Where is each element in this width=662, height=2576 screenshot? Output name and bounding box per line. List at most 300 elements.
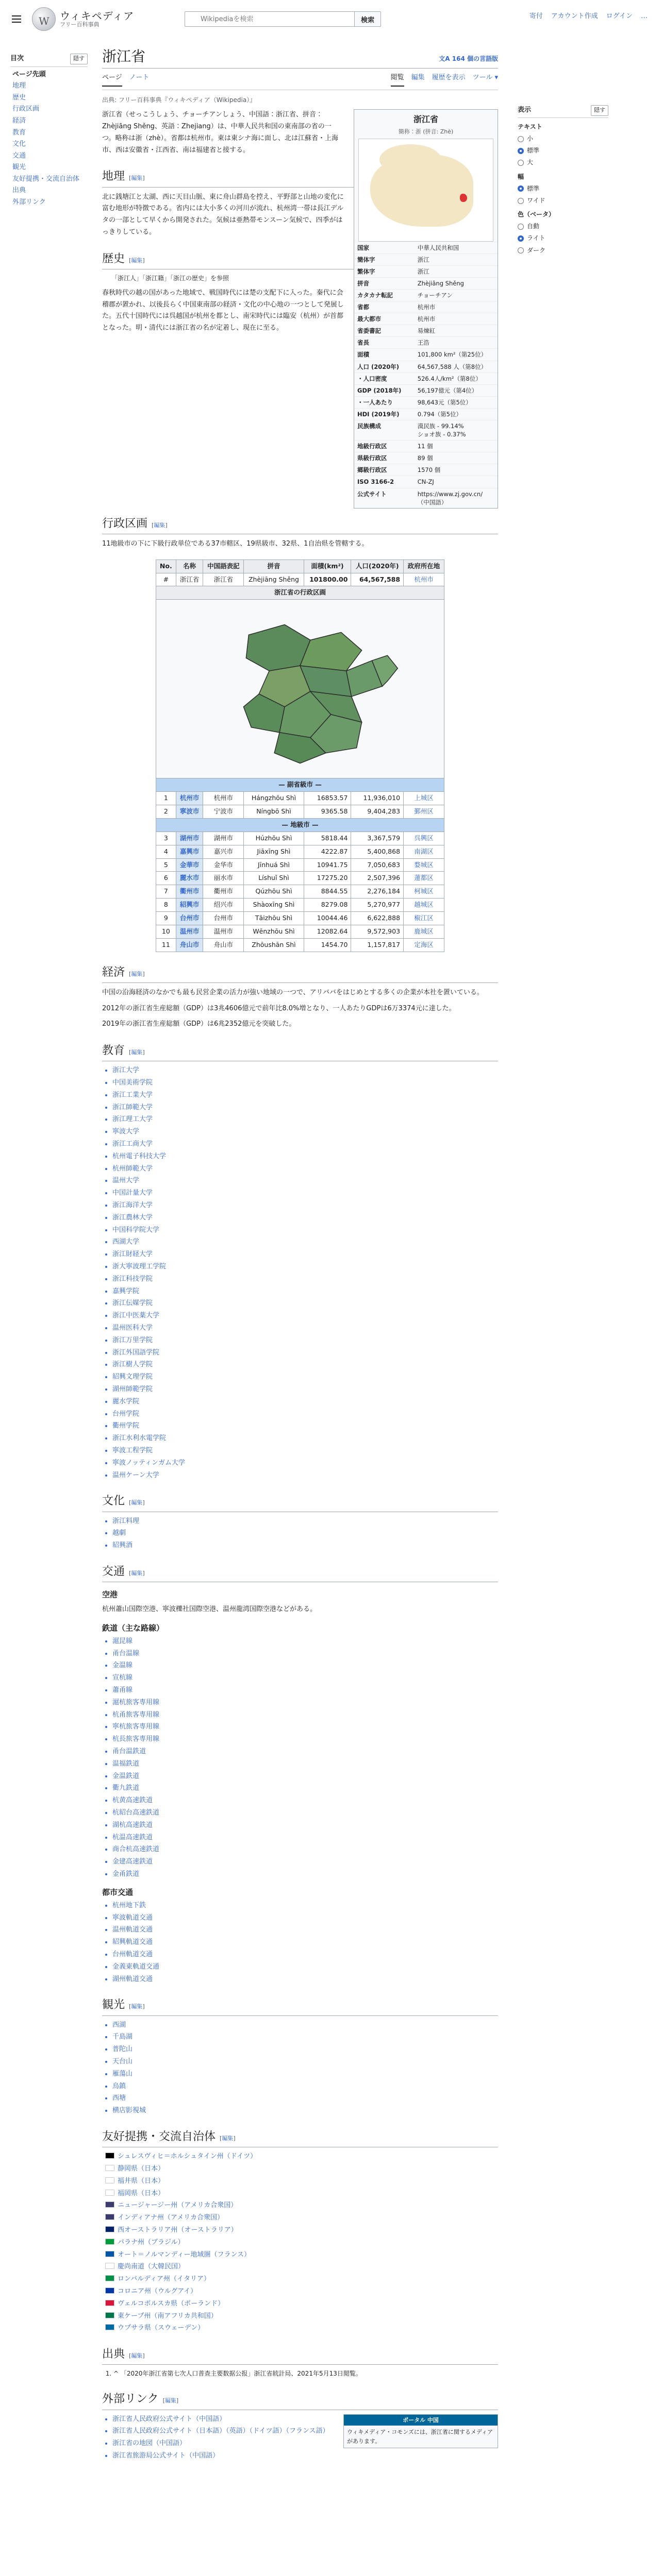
table-cell[interactable]: 定海区 bbox=[404, 938, 444, 952]
flag-icon bbox=[105, 2275, 114, 2281]
table-cell[interactable]: 台州市 bbox=[176, 912, 203, 925]
table-cell: Zhèjiāng Shěng bbox=[244, 573, 304, 586]
text-size-option[interactable] bbox=[518, 158, 608, 167]
table-cell[interactable]: 紹興市 bbox=[176, 899, 203, 912]
radio-icon[interactable] bbox=[518, 247, 524, 253]
university-link[interactable]: • 中国計量大学 bbox=[112, 1188, 498, 1199]
section-education: 教育 [編集] bbox=[102, 1042, 498, 1061]
table-cell: Níngbō Shì bbox=[244, 805, 304, 819]
university-link[interactable]: • 浙江伝媒学院 bbox=[112, 1298, 498, 1309]
infobox-row bbox=[354, 440, 498, 452]
width-option[interactable] bbox=[518, 184, 608, 194]
infobox-key: 民族構成 bbox=[354, 420, 415, 440]
edit-link[interactable]: [編集] bbox=[129, 1049, 145, 1056]
administrative-divisions-table bbox=[156, 560, 444, 952]
toc-item[interactable]: 文化 bbox=[12, 140, 26, 148]
university-link[interactable]: • 浙江科技学院 bbox=[112, 1274, 498, 1285]
toc-item[interactable]: 地理 bbox=[12, 82, 26, 90]
sister-city-link[interactable]: ロンバルディア州（イタリア） bbox=[118, 2275, 211, 2283]
toc-item[interactable]: 行政区画 bbox=[12, 105, 40, 113]
railway-link[interactable]: • 衢九鉄道 bbox=[112, 1783, 498, 1794]
table-cell: 衢州市 bbox=[203, 885, 244, 899]
economy-text-3: 2019年の浙江省生産総額（GDP）は6兆2352億元を突破した。 bbox=[102, 1020, 296, 1028]
railway-link[interactable]: • 甬台温線 bbox=[112, 1649, 498, 1659]
text-size-option[interactable] bbox=[518, 134, 608, 144]
table-cell: 11 bbox=[156, 938, 176, 952]
university-link[interactable]: • 浙江工業大学 bbox=[112, 1090, 498, 1101]
external-link[interactable]: • 浙江省人民政府公式サイト（中国語） bbox=[112, 2414, 498, 2425]
sister-city-link[interactable]: シュレスヴィヒ＝ホルシュタイン州（ドイツ） bbox=[118, 2153, 257, 2161]
color-label: 色（ベータ） bbox=[518, 211, 555, 218]
sister-city-item bbox=[105, 2286, 498, 2297]
radio-icon[interactable] bbox=[518, 185, 524, 192]
table-cell[interactable]: 浙江省 bbox=[176, 573, 203, 586]
table-cell: 6,622,888 bbox=[351, 912, 404, 925]
flag-icon bbox=[105, 2190, 114, 2196]
appearance-hide-button[interactable]: 隠す bbox=[591, 105, 608, 116]
sister-city-item bbox=[105, 2311, 498, 2322]
sister-city-link[interactable]: 慶尚南道（大韓民国） bbox=[118, 2263, 185, 2271]
tab-read[interactable]: 閲覧 bbox=[391, 73, 404, 87]
railway-link[interactable]: • 金甬鉄道 bbox=[112, 1869, 498, 1880]
university-link[interactable]: • 浙江樹人学院 bbox=[112, 1360, 498, 1370]
edit-link[interactable]: [編集] bbox=[129, 1499, 145, 1506]
infobox-value: 浙江 bbox=[415, 265, 498, 277]
university-link[interactable]: • 浙江万里学院 bbox=[112, 1335, 498, 1346]
flag-icon bbox=[105, 2251, 114, 2257]
column-header: 名称 bbox=[176, 560, 203, 573]
railway-link[interactable]: • 寧杭旅客専用線 bbox=[112, 1722, 498, 1733]
table-cell: Shàoxīng Shì bbox=[244, 899, 304, 912]
infobox-value: 1570 個 bbox=[415, 464, 498, 476]
railway-link[interactable]: • 宣杭線 bbox=[112, 1673, 498, 1684]
university-link[interactable]: • 杭州電子科技大学 bbox=[112, 1151, 498, 1162]
sister-city-item bbox=[105, 2225, 498, 2236]
table-cell: Líshuǐ Shì bbox=[244, 872, 304, 885]
infobox-row bbox=[354, 242, 498, 253]
table-cell[interactable]: 嘉興市 bbox=[176, 845, 203, 858]
university-link[interactable]: • 温州ケーン大学 bbox=[112, 1470, 498, 1481]
table-cell: Wēnzhōu Shì bbox=[244, 925, 304, 938]
reference-item[interactable]: 1. ^ 「2020年浙江省第七次人口普查主要数据公报」浙江省統計局、2021年5月13日閲覧。 bbox=[113, 2369, 498, 2379]
create-account-link[interactable]: アカウント作成 bbox=[551, 12, 598, 20]
group-row bbox=[156, 818, 444, 832]
toc-item[interactable]: 友好提携・交流自治体 bbox=[12, 175, 80, 183]
section-sister-cities: 友好提携・交流自治体 [編集] bbox=[102, 2128, 498, 2147]
sister-city-item bbox=[105, 2299, 498, 2310]
external-link[interactable]: • 浙江省人民政府公式サイト（日本語）（英語）（ドイツ語）（フランス語） bbox=[112, 2426, 498, 2437]
table-cell: 嘉兴市 bbox=[203, 845, 244, 858]
text-size-option[interactable] bbox=[518, 146, 608, 156]
table-cell: 10941.75 bbox=[304, 858, 351, 872]
culture-link[interactable]: • 越劇 bbox=[112, 1528, 498, 1539]
hatnote: 「浙江人」「浙江籍」「浙江の歴史」を参照 bbox=[111, 274, 229, 282]
sister-city-item bbox=[105, 2238, 498, 2248]
sister-city-link[interactable]: コロニア州（ウルグアイ） bbox=[118, 2287, 197, 2295]
location-marker bbox=[460, 194, 467, 202]
transit-link[interactable]: • 紹興軌道交通 bbox=[112, 1937, 498, 1948]
history-text: 春秋時代の越の国があった地域で、戦国時代には楚の支配下に入った。秦代に会稽郡が置かれ、以後長らく中国東南部の経済・文化の中心地の一つとして発展した。五代十国時代には呉越国が杭州を都とし、南宋時代には臨安（杭州）が首都となった。明・清代には浙江省の名が定着し、現在に至る。 bbox=[102, 289, 344, 332]
toc-item[interactable]: 歴史 bbox=[12, 93, 26, 101]
railway-link[interactable]: • 蕭甬線 bbox=[112, 1685, 498, 1696]
sister-city-link[interactable]: ウプサラ県（スウェーデン） bbox=[118, 2324, 205, 2332]
section-geography: 地理 [編集] bbox=[102, 167, 498, 187]
infobox-key: 国家 bbox=[354, 242, 415, 253]
university-link[interactable]: • 西湖大学 bbox=[112, 1237, 498, 1248]
table-cell[interactable]: 温州市 bbox=[176, 925, 203, 938]
division-map[interactable] bbox=[156, 604, 444, 774]
table-row bbox=[156, 845, 444, 858]
infobox-value: チョーチアン bbox=[415, 289, 498, 301]
sister-city-link[interactable]: ニュージャージー州（アメリカ合衆国） bbox=[118, 2201, 238, 2210]
radio-icon[interactable] bbox=[518, 136, 524, 142]
group-label: — 副省級市 — bbox=[156, 778, 444, 792]
tools-menu-button[interactable]: ツール ▾ bbox=[472, 74, 498, 82]
culture-link[interactable]: • 浙江料理 bbox=[112, 1516, 498, 1527]
sister-city-link[interactable]: オート＝ノルマンディー地域圏（フランス） bbox=[118, 2250, 251, 2259]
university-link[interactable]: • 衢州学院 bbox=[112, 1421, 498, 1432]
infobox-value: 中華人民共和国 bbox=[415, 242, 498, 253]
width-option[interactable] bbox=[518, 196, 608, 206]
column-header: 面積(km²) bbox=[304, 560, 351, 573]
edit-link[interactable]: [編集] bbox=[129, 175, 145, 182]
table-row bbox=[156, 938, 444, 952]
infobox-row bbox=[354, 464, 498, 476]
flag-icon bbox=[105, 2287, 114, 2294]
university-link[interactable]: • 浙江師範大学 bbox=[112, 1103, 498, 1113]
infobox-key: ・一人あたり bbox=[354, 396, 415, 408]
infobox-key: 人口 (2020年) bbox=[354, 361, 415, 372]
transit-link[interactable]: • 温州軌道交通 bbox=[112, 1925, 498, 1936]
edit-link[interactable]: [編集] bbox=[152, 521, 168, 529]
flag-icon bbox=[105, 2263, 114, 2269]
table-cell: 5,270,977 bbox=[351, 899, 404, 912]
table-cell: 宁波市 bbox=[203, 805, 244, 819]
university-link[interactable]: • 浙江外国語学院 bbox=[112, 1348, 498, 1359]
transit-link[interactable]: • 湖州軌道交通 bbox=[112, 1974, 498, 1985]
sister-city-link[interactable]: インディアナ州（アメリカ合衆国） bbox=[118, 2214, 224, 2222]
search-button[interactable]: 検索 bbox=[355, 11, 381, 27]
tourism-link[interactable]: • 西湖 bbox=[112, 2020, 498, 2031]
tourism-link[interactable]: • 普陀山 bbox=[112, 2044, 498, 2055]
infobox-value: 64,567,588 人（第8位） bbox=[415, 361, 498, 372]
university-link[interactable]: • 浙江財経大学 bbox=[112, 1249, 498, 1260]
university-link[interactable]: • 湖州師範学院 bbox=[112, 1384, 498, 1395]
sister-city-item bbox=[105, 2189, 498, 2199]
toc-item[interactable]: 観光 bbox=[12, 163, 26, 172]
table-cell[interactable]: 衢州市 bbox=[176, 885, 203, 899]
table-cell[interactable]: 杭州市 bbox=[176, 792, 203, 805]
edit-link[interactable]: [編集] bbox=[129, 1569, 145, 1577]
table-row bbox=[156, 858, 444, 872]
railway-link[interactable]: • 杭温高速鉄道 bbox=[112, 1833, 498, 1843]
infobox-key: ISO 3166-2 bbox=[354, 476, 415, 488]
railway-link[interactable]: • 杭黄高速鉄道 bbox=[112, 1795, 498, 1806]
table-cell: Húzhōu Shì bbox=[244, 832, 304, 845]
table-cell[interactable]: 湖州市 bbox=[176, 832, 203, 845]
table-cell: 2,276,184 bbox=[351, 885, 404, 899]
railway-link[interactable]: • 金温線 bbox=[112, 1660, 498, 1671]
railway-link[interactable]: • 湖杭高速鉄道 bbox=[112, 1820, 498, 1831]
table-cell: 9,572,903 bbox=[351, 925, 404, 938]
university-link[interactable]: • 杭州師範大学 bbox=[112, 1164, 498, 1175]
appearance-panel bbox=[510, 38, 608, 2466]
infobox-row bbox=[354, 488, 498, 508]
university-link[interactable]: • 浙江水利水電学院 bbox=[112, 1433, 498, 1444]
radio-label: ワイド bbox=[527, 196, 545, 204]
infobox-key: 簡体字 bbox=[354, 253, 415, 265]
flag-icon bbox=[105, 2165, 114, 2171]
railway-list bbox=[102, 1636, 498, 1880]
appearance-heading: 表示 bbox=[518, 106, 532, 114]
toc-item[interactable]: 教育 bbox=[12, 128, 26, 137]
university-link[interactable]: • 台州学院 bbox=[112, 1409, 498, 1420]
table-cell[interactable]: 鄞州区 bbox=[404, 805, 444, 819]
table-cell[interactable]: 越城区 bbox=[404, 899, 444, 912]
railway-link[interactable]: • 滬昆線 bbox=[112, 1636, 498, 1647]
toc-item[interactable]: 出典 bbox=[12, 187, 26, 195]
table-cell: 温州市 bbox=[203, 925, 244, 938]
transit-link[interactable]: • 寧波軌道交通 bbox=[112, 1913, 498, 1924]
sister-city-link[interactable]: 福井県（日本） bbox=[118, 2177, 165, 2185]
infobox-row bbox=[354, 349, 498, 361]
tourism-link[interactable]: • 烏鎮 bbox=[112, 2081, 498, 2092]
university-link[interactable]: • 寧波大学 bbox=[112, 1127, 498, 1138]
radio-icon[interactable] bbox=[518, 148, 524, 154]
portal-heading[interactable]: ポータル 中国 bbox=[344, 2415, 498, 2426]
infobox bbox=[354, 109, 498, 508]
radio-icon[interactable] bbox=[518, 235, 524, 242]
sister-city-item bbox=[105, 2323, 498, 2334]
transit-link[interactable]: • 杭州地下鉄 bbox=[112, 1901, 498, 1911]
flag-icon bbox=[105, 2226, 114, 2232]
university-link[interactable]: • 浙江大学 bbox=[112, 1065, 498, 1076]
radio-icon[interactable] bbox=[518, 160, 524, 166]
infobox-value: 杭州市 bbox=[415, 313, 498, 325]
radio-label: ダーク bbox=[527, 246, 546, 254]
table-cell: 10 bbox=[156, 925, 176, 938]
color-option[interactable] bbox=[518, 246, 608, 256]
transit-link[interactable]: • 金義東軌道交通 bbox=[112, 1962, 498, 1973]
site-tagline: 出典: フリー百科事典『ウィキペディア（Wikipedia）』 bbox=[102, 96, 256, 104]
search-input[interactable] bbox=[185, 11, 355, 27]
map-row bbox=[156, 586, 444, 778]
column-header: 拼音 bbox=[244, 560, 304, 573]
column-header: 中国語表記 bbox=[203, 560, 244, 573]
table-cell: 16853.57 bbox=[304, 792, 351, 805]
radio-icon[interactable] bbox=[518, 224, 524, 230]
infobox-key: 拼音 bbox=[354, 277, 415, 289]
university-link[interactable]: • 温州医科大学 bbox=[112, 1323, 498, 1334]
table-cell[interactable]: 椒江区 bbox=[404, 912, 444, 925]
sister-city-link[interactable]: ヴェルコポルスカ県（ポーランド） bbox=[118, 2299, 225, 2308]
edit-link[interactable]: [編集] bbox=[162, 2397, 179, 2404]
edit-link[interactable]: [編集] bbox=[129, 257, 145, 264]
edit-link[interactable]: [編集] bbox=[129, 2352, 145, 2360]
infobox-key: 省委書記 bbox=[354, 325, 415, 337]
railway-link[interactable]: • 杭紹台高速鉄道 bbox=[112, 1808, 498, 1819]
infobox-key: 省長 bbox=[354, 337, 415, 349]
table-cell[interactable]: 柯城区 bbox=[404, 885, 444, 899]
sister-city-link[interactable]: 東ケープ州（南アフリカ共和国） bbox=[118, 2312, 218, 2320]
subsection-railways: 鉄道（主な路線） bbox=[102, 1623, 164, 1633]
flag-icon bbox=[105, 2214, 114, 2220]
location-map[interactable] bbox=[358, 139, 493, 242]
user-menu-button[interactable]: … bbox=[641, 12, 648, 20]
infobox-row bbox=[354, 337, 498, 349]
color-option[interactable] bbox=[518, 222, 608, 231]
external-link[interactable]: • 浙江省旅游局公式サイト（中国語） bbox=[112, 2451, 498, 2462]
table-cell: 金华市 bbox=[203, 858, 244, 872]
culture-link[interactable]: • 紹興酒 bbox=[112, 1540, 498, 1551]
edit-link[interactable]: [編集] bbox=[220, 2134, 236, 2142]
table-cell: 杭州市 bbox=[203, 792, 244, 805]
railway-link[interactable]: • 杭長旅客専用線 bbox=[112, 1734, 498, 1745]
toc-item[interactable]: 交通 bbox=[12, 151, 26, 160]
radio-label: 小 bbox=[527, 134, 534, 142]
table-cell: 8279.08 bbox=[304, 899, 351, 912]
table-cell: 2,507,396 bbox=[351, 872, 404, 885]
sister-city-link[interactable]: 西オーストラリア州（オーストラリア） bbox=[118, 2226, 238, 2234]
infobox-row bbox=[354, 452, 498, 464]
edit-link[interactable]: [編集] bbox=[129, 970, 145, 977]
railway-link[interactable]: • 温福鉄道 bbox=[112, 1759, 498, 1770]
toc-list bbox=[10, 70, 88, 207]
table-cell: 1 bbox=[156, 792, 176, 805]
table-cell[interactable]: 麗水市 bbox=[176, 872, 203, 885]
university-link[interactable]: • 中国美術学院 bbox=[112, 1078, 498, 1089]
infobox-value: 89 個 bbox=[415, 452, 498, 464]
infobox-key: カタカナ転記 bbox=[354, 289, 415, 301]
university-link[interactable]: • 紹興文理学院 bbox=[112, 1372, 498, 1383]
section-economy: 経済 [編集] bbox=[102, 963, 498, 983]
transit-link[interactable]: • 台州軌道交通 bbox=[112, 1950, 498, 1960]
sister-city-item bbox=[105, 2274, 498, 2285]
university-link[interactable]: • 浙江中医薬大学 bbox=[112, 1311, 498, 1321]
railway-link[interactable]: • 金温鉄道 bbox=[112, 1771, 498, 1782]
flag-icon bbox=[105, 2324, 114, 2330]
table-cell: 台州市 bbox=[203, 912, 244, 925]
table-cell: 9,404,283 bbox=[351, 805, 404, 819]
tourism-link[interactable]: • 雁蕩山 bbox=[112, 2069, 498, 2080]
table-cell[interactable]: 呉興区 bbox=[404, 832, 444, 845]
university-link[interactable]: • 寧波ノッティンガム大学 bbox=[112, 1458, 498, 1469]
infobox-value: CN-ZJ bbox=[415, 476, 498, 488]
infobox-key: 地級行政区 bbox=[354, 440, 415, 452]
university-link[interactable]: • 寧波工程学院 bbox=[112, 1446, 498, 1456]
edit-link[interactable]: [編集] bbox=[129, 2003, 145, 2010]
university-link[interactable]: • 温州大学 bbox=[112, 1176, 498, 1187]
section-history: 歴史 [編集] bbox=[102, 250, 498, 269]
university-link[interactable]: • 浙江工商大学 bbox=[112, 1139, 498, 1150]
table-cell: Zhōushān Shì bbox=[244, 938, 304, 952]
user-links bbox=[529, 11, 648, 22]
table-cell[interactable]: 蓮都区 bbox=[404, 872, 444, 885]
toc-hide-button[interactable]: 隠す bbox=[70, 54, 88, 64]
login-link[interactable]: ログイン bbox=[606, 12, 633, 20]
railway-link[interactable]: • 商合杭高速鉄道 bbox=[112, 1844, 498, 1855]
economy-text-1: 中国の沿海経済のなかでも最も民営企業の活力が強い地域の一つで、アリババをはじめとする多くの企業が本社を置いている。 bbox=[102, 988, 484, 996]
table-cell[interactable]: 南湖区 bbox=[404, 845, 444, 858]
infobox-row bbox=[354, 301, 498, 313]
table-cell[interactable]: 鹿城区 bbox=[404, 925, 444, 938]
donate-link[interactable]: 寄付 bbox=[529, 12, 543, 20]
table-cell: 4222.87 bbox=[304, 845, 351, 858]
radio-icon[interactable] bbox=[518, 198, 524, 204]
toc-item[interactable]: ページ先頭 bbox=[12, 70, 46, 78]
railway-link[interactable]: • 甬台温鉄道 bbox=[112, 1747, 498, 1757]
university-link[interactable]: • 浙江海洋大学 bbox=[112, 1200, 498, 1211]
tourism-link[interactable]: • 西塘 bbox=[112, 2093, 498, 2104]
table-cell: 绍兴市 bbox=[203, 899, 244, 912]
infobox-value: 漢民族 - 99.14% ショオ族 - 0.37% bbox=[415, 420, 498, 440]
color-option[interactable] bbox=[518, 233, 608, 243]
table-row bbox=[156, 912, 444, 925]
administration-text: 11地級市の下に下級行政単位である37市轄区、19県級市、32県、1自治県を管轄する。 bbox=[102, 539, 369, 548]
logo-tagline: フリー百科事典 bbox=[60, 21, 100, 28]
wikipedia-logo[interactable] bbox=[32, 7, 166, 31]
tourism-link[interactable]: • 千島湖 bbox=[112, 2032, 498, 2043]
tab-edit[interactable]: 編集 bbox=[411, 74, 425, 82]
university-link[interactable]: • 浙江理工大学 bbox=[112, 1114, 498, 1125]
infobox-row bbox=[354, 277, 498, 289]
table-cell[interactable]: 上城区 bbox=[404, 792, 444, 805]
sister-city-link[interactable]: パラナ州（ブラジル） bbox=[118, 2238, 185, 2246]
infobox-title: 浙江省 bbox=[413, 114, 438, 125]
tourism-link[interactable]: • 横店影視城 bbox=[112, 2106, 498, 2116]
railway-link[interactable]: • 滬杭旅客専用線 bbox=[112, 1698, 498, 1708]
column-header: 人口(2020年) bbox=[351, 560, 404, 573]
railway-link[interactable]: • 杭甬旅客専用線 bbox=[112, 1710, 498, 1721]
tab-talk[interactable]: ノート bbox=[129, 74, 150, 82]
sister-city-link[interactable]: 福岡県（日本） bbox=[118, 2189, 165, 2197]
university-link[interactable]: • 浙江農林大学 bbox=[112, 1213, 498, 1224]
sister-city-item bbox=[105, 2164, 498, 2175]
tourism-link[interactable]: • 天台山 bbox=[112, 2057, 498, 2067]
sister-city-link[interactable]: 静岡県（日本） bbox=[118, 2164, 165, 2173]
map-cell bbox=[156, 586, 444, 778]
university-link[interactable]: • 中国科学院大学 bbox=[112, 1225, 498, 1236]
table-cell[interactable]: 金華市 bbox=[176, 858, 203, 872]
table-cell: Tāizhōu Shì bbox=[244, 912, 304, 925]
commons-note: ウィキメディア・コモンズには、浙江省に関するメディアがあります。 bbox=[347, 2429, 493, 2445]
table-cell[interactable]: 婺城区 bbox=[404, 858, 444, 872]
toc-item[interactable]: 外部リンク bbox=[12, 198, 46, 206]
railway-link[interactable]: • 金建高速鉄道 bbox=[112, 1857, 498, 1868]
table-cell: 浙江省 bbox=[203, 573, 244, 586]
table-cell: 5818.44 bbox=[304, 832, 351, 845]
table-cell: 9365.58 bbox=[304, 805, 351, 819]
external-link[interactable]: • 浙江省の地図（中国語） bbox=[112, 2438, 498, 2449]
main-menu-button[interactable] bbox=[8, 11, 25, 27]
prefecture-region[interactable] bbox=[300, 633, 362, 671]
airports-text: 杭州蕭山国際空港、寧波櫟社国際空港、温州龍湾国際空港などがある。 bbox=[102, 1605, 317, 1614]
table-cell[interactable]: 舟山市 bbox=[176, 938, 203, 952]
flag-icon bbox=[105, 2153, 114, 2159]
university-link[interactable]: • 嘉興学院 bbox=[112, 1286, 498, 1297]
tab-page[interactable]: ページ bbox=[102, 73, 122, 87]
university-link[interactable]: • 浙大寧波理工学院 bbox=[112, 1262, 498, 1273]
main-content bbox=[88, 38, 510, 2466]
tab-history[interactable]: 履歴を表示 bbox=[432, 74, 466, 82]
language-button[interactable]: 文A 164 個の言語版 bbox=[439, 55, 498, 63]
site-header bbox=[0, 0, 662, 38]
column-header: No. bbox=[156, 560, 176, 573]
page-title: 浙江省 bbox=[102, 48, 146, 65]
university-link[interactable]: • 麗水学院 bbox=[112, 1397, 498, 1408]
table-cell[interactable]: 寧波市 bbox=[176, 805, 203, 819]
toc-item[interactable]: 経済 bbox=[12, 116, 26, 125]
